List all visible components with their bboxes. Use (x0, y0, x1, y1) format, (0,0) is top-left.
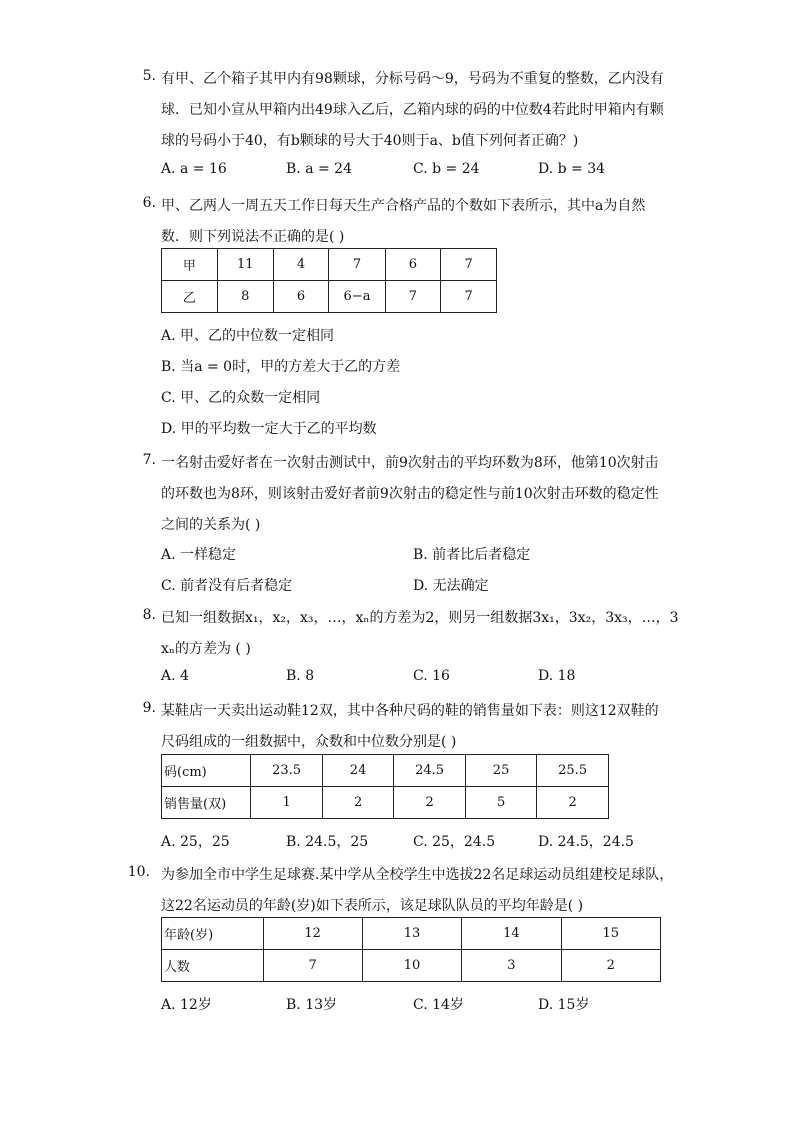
question-text-line: 甲、乙两人一周五天工作日每天生产合格产品的个数如下表所示，其中a为自然 (161, 198, 646, 214)
data-table (161, 754, 609, 819)
table-cell: 甲 (162, 249, 218, 281)
table-cell: 10 (362, 950, 461, 982)
option-d: D. 24.5，24.5 (538, 834, 634, 850)
option-c: C. b = 24 (413, 161, 480, 177)
table-cell: 8 (217, 281, 273, 313)
option-b: B. 13岁 (286, 997, 338, 1013)
options-row (161, 831, 681, 851)
question-text-line: 数．则下列说法不正确的是( ) (161, 229, 345, 245)
option-a: A. 甲、乙的中位数一定相同 (161, 328, 335, 344)
table-row (162, 249, 497, 281)
table-cell: 25.5 (537, 755, 609, 787)
option-a: A. a = 16 (161, 161, 227, 177)
option-b: B. 前者比后者稳定 (413, 547, 531, 563)
question-text-line: 这22名运动员的年龄(岁)如下表所示，该足球队队员的平均年龄是( ) (161, 898, 584, 914)
table-cell: 6−a (329, 281, 385, 313)
table-cell: 12 (263, 918, 362, 950)
table-cell: 4 (273, 249, 329, 281)
question-number: 7. (142, 452, 156, 468)
table-cell: 2 (561, 950, 660, 982)
options-row (161, 575, 681, 595)
option-c: C. 14岁 (413, 997, 464, 1013)
question-text-line: 之间的关系为( ) (161, 517, 261, 533)
table-cell: 7 (441, 249, 497, 281)
table-cell: 3 (462, 950, 561, 982)
option-a: A. 4 (161, 668, 189, 684)
question-number: 8. (142, 607, 156, 623)
question-text-line: xₙ的方差为 ( ) (161, 641, 251, 657)
question-text-line: 球．已知小宣从甲箱内出49球入乙后，乙箱内球的码的中位数4若此时甲箱内有颗 (161, 102, 664, 118)
table-cell: 7 (441, 281, 497, 313)
option-d: D. b = 34 (538, 161, 606, 177)
option-b: B. 当a = 0时，甲的方差大于乙的方差 (161, 359, 401, 375)
table-cell: 2 (394, 787, 466, 819)
table-cell: 25 (465, 755, 536, 787)
table-cell: 乙 (162, 281, 218, 313)
data-table (161, 917, 661, 982)
table-cell: 码(cm) (162, 755, 251, 787)
table-row (162, 950, 661, 982)
options-row (161, 544, 681, 564)
table-cell: 24 (322, 755, 393, 787)
option-d: D. 18 (538, 668, 576, 684)
table-cell: 14 (462, 918, 561, 950)
options-row (161, 668, 681, 688)
table-cell: 15 (561, 918, 660, 950)
table-row (162, 918, 661, 950)
table-cell: 2 (537, 787, 609, 819)
table-row (162, 281, 497, 313)
option-c: C. 25，24.5 (413, 834, 496, 850)
question-number: 10. (127, 864, 150, 880)
option-d: D. 15岁 (538, 997, 590, 1013)
table-cell: 1 (251, 787, 323, 819)
options-row (161, 994, 681, 1014)
table-cell: 7 (329, 249, 385, 281)
table-cell: 销售量(双) (162, 787, 251, 819)
table-cell: 6 (385, 249, 441, 281)
question-text-line: 的环数也为8环，则该射击爱好者前9次射击的稳定性与前10次射击环数的稳定性 (161, 486, 659, 502)
question-text-line: 已知一组数据x₁，x₂，x₃，…，xₙ的方差为2，则另一组数据3x₁，3x₂，3x₃，…，3 (161, 610, 679, 626)
option-d: D. 甲的平均数一定大于乙的平均数 (161, 421, 377, 437)
question-text-line: 球的号码小于40，有b颗球的号大于40则于a、b值下列何者正确？) (161, 133, 579, 149)
table-row (162, 787, 609, 819)
options-row (161, 161, 681, 181)
question-text-line: 为参加全市中学生足球赛.某中学从全校学生中选拔22名足球运动员组建校足球队， (161, 867, 674, 883)
option-a: A. 25，25 (161, 834, 230, 850)
table-cell: 年龄(岁) (162, 918, 264, 950)
question-number: 6. (142, 195, 156, 211)
table-cell: 7 (385, 281, 441, 313)
table-cell: 7 (263, 950, 362, 982)
option-a: A. 12岁 (161, 997, 212, 1013)
table-cell: 23.5 (251, 755, 323, 787)
table-cell: 11 (217, 249, 273, 281)
option-c: C. 甲、乙的众数一定相同 (161, 390, 321, 406)
table-cell: 6 (273, 281, 329, 313)
option-c: C. 前者没有后者稳定 (161, 578, 293, 594)
question-text-line: 有甲、乙个箱子其甲内有98颗球，分标号码～9，号码为不重复的整数，乙内没有 (161, 71, 664, 87)
table-cell: 人数 (162, 950, 264, 982)
option-b: B. a = 24 (286, 161, 352, 177)
question-text-line: 尺码组成的一组数据中，众数和中位数分别是( ) (161, 734, 457, 750)
question-number: 9. (142, 700, 156, 716)
table-cell: 2 (322, 787, 393, 819)
table-cell: 5 (465, 787, 536, 819)
option-d: D. 无法确定 (413, 578, 489, 594)
option-b: B. 24.5，25 (286, 834, 369, 850)
question-text-line: 某鞋店一天卖出运动鞋12双，其中各种尺码的鞋的销售量如下表：则这12双鞋的 (161, 703, 659, 719)
data-table (161, 248, 497, 313)
option-c: C. 16 (413, 668, 450, 684)
option-b: B. 8 (286, 668, 315, 684)
question-text-line: 一名射击爱好者在一次射击测试中，前9次射击的平均环数为8环，他第10次射击 (161, 455, 659, 471)
option-a: A. 一样稳定 (161, 547, 237, 563)
table-cell: 13 (362, 918, 461, 950)
question-number: 5. (142, 68, 156, 84)
table-row (162, 755, 609, 787)
table-cell: 24.5 (394, 755, 466, 787)
